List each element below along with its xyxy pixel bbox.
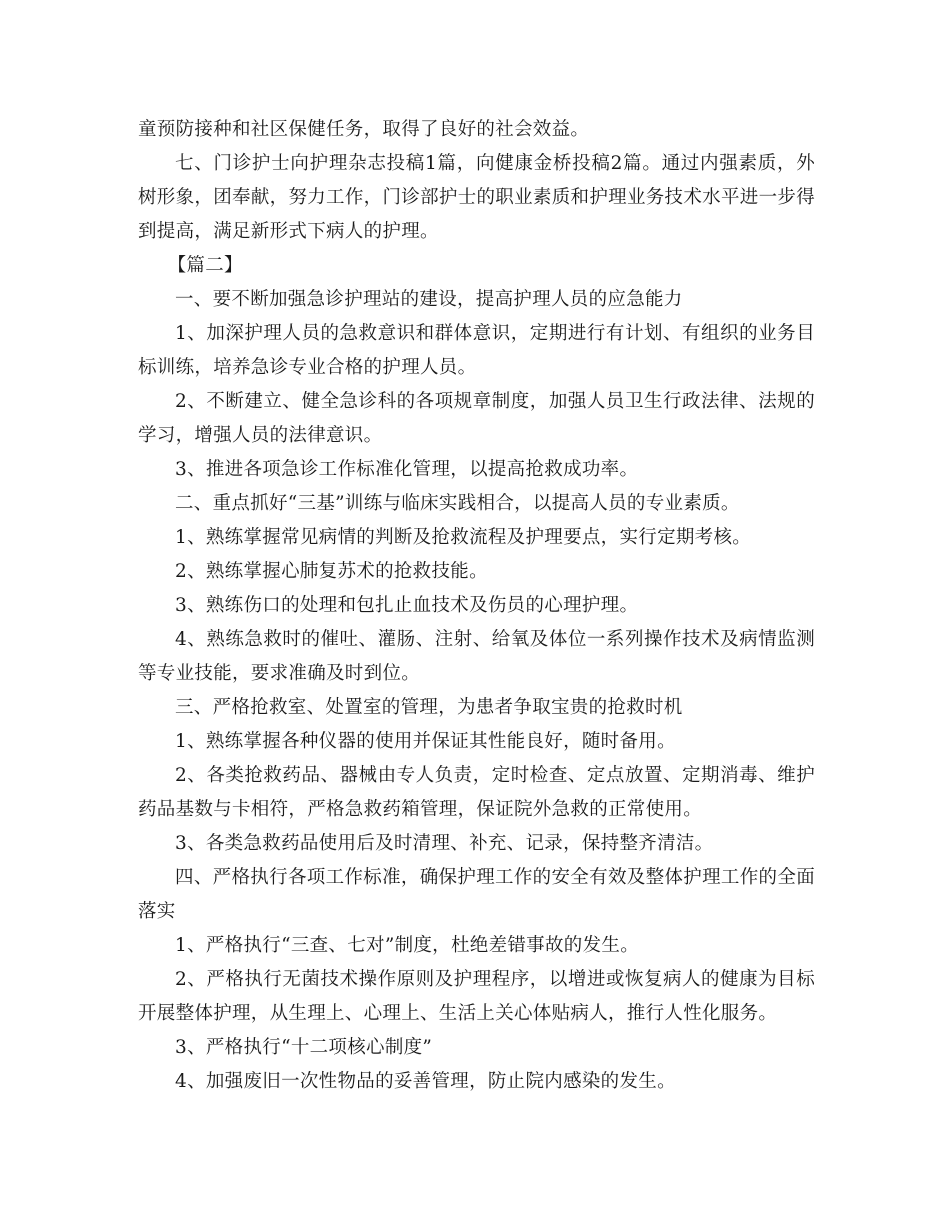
paragraph: 1、熟练掌握各种仪器的使用并保证其性能良好，随时备用。	[175, 731, 676, 752]
paragraph: 3、熟练伤口的处理和包扎止血技术及伤员的心理护理。	[175, 595, 639, 616]
paragraph: 2、不断建立、健全急诊科的各项规章制度，加强人员卫生行政法律、法规的学习，增强人员的法律意识。	[138, 391, 815, 446]
paragraph: 1、熟练掌握常见病情的判断及抢救流程及护理要点，实行定期考核。	[175, 527, 752, 548]
paragraph: 二、重点抓好“三基”训练与临床实践相合，以提高人员的专业素质。	[175, 493, 740, 514]
paragraph: 三、严格抢救室、处置室的管理，为患者争取宝贵的抢救时机	[175, 697, 683, 718]
paragraph: 1、加深护理人员的急救意识和群体意识，定期进行有计划、有组织的业务目标训练，培养急诊专业合格的护理人员。	[138, 323, 815, 378]
paragraph: 童预防接种和社区保健任务，取得了良好的社会效益。	[138, 119, 590, 140]
paragraph: 3、各类急救药品使用后及时清理、补充、记录，保持整齐清洁。	[175, 833, 714, 854]
paragraph: 七、门诊护士向护理杂志投稿1篇，向健康金桥投稿2篇。通过内强素质，外树形象，团奉献，努力工作，门诊部护士的职业素质和护理业务技术水平进一步得到提高，满足新形式下病人的护理。	[138, 153, 815, 242]
paragraph: 2、各类抢救药品、器械由专人负责，定时检查、定点放置、定期消毒、维护药品基数与卡相符，严格急救药箱管理，保证院外急救的正常使用。	[138, 765, 815, 820]
section-heading: 【篇二】	[167, 255, 243, 276]
paragraph: 1、严格执行“三查、七对”制度，杜绝差错事故的发生。	[175, 935, 639, 956]
paragraph: 2、熟练掌握心肺复苏术的抢救技能。	[175, 561, 488, 582]
paragraph: 3、推进各项急诊工作标准化管理，以提高抢救成功率。	[175, 459, 639, 480]
paragraph: 4、加强废旧一次性物品的妥善管理，防止院内感染的发生。	[175, 1071, 676, 1092]
document-body	[138, 113, 815, 1099]
paragraph: 3、严格执行“十二项核心制度”	[175, 1037, 433, 1058]
paragraph: 一、要不断加强急诊护理站的建设，提高护理人员的应急能力	[175, 289, 683, 310]
paragraph: 2、严格执行无菌技术操作原则及护理程序，以增进或恢复病人的健康为目标开展整体护理，从生理上、心理上、生活上关心体贴病人，推行人性化服务。	[138, 969, 815, 1024]
paragraph: 4、熟练急救时的催吐、灌肠、注射、给氧及体位一系列操作技术及病情监测等专业技能，要求准确及时到位。	[138, 629, 815, 684]
paragraph: 四、严格执行各项工作标准，确保护理工作的安全有效及整体护理工作的全面落实	[138, 867, 815, 922]
